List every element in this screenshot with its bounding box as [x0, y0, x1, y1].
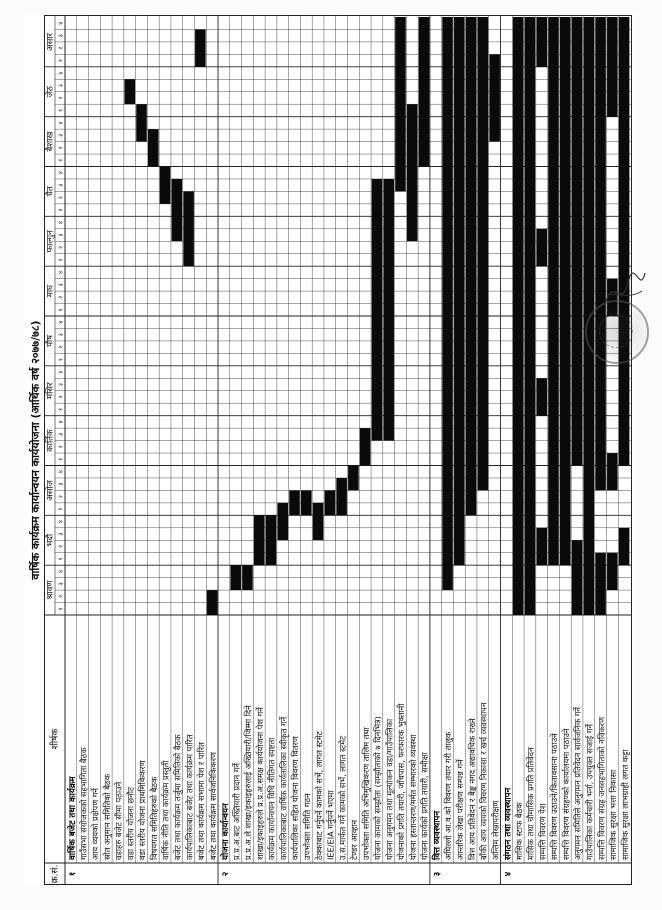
- month-header: बैशाख: [45, 131, 56, 152]
- month-header: जेठ: [45, 86, 56, 98]
- week-header: १: [57, 507, 65, 511]
- schedule-grid: [44, 15, 632, 885]
- schedule-bar: [548, 17, 559, 565]
- week-header: २: [57, 445, 65, 449]
- week-header: ४: [57, 71, 65, 75]
- activity-label: कार्यपालिकाबाट वार्षिक कार्यतालिका स्वीकृत गर्ने: [278, 716, 289, 860]
- week-header: ३: [57, 34, 65, 38]
- schedule-bar: [572, 540, 583, 615]
- week-header: २: [57, 96, 65, 100]
- week-header: १: [57, 457, 65, 461]
- schedule-bar: [607, 553, 618, 590]
- month-header: कार्तिक: [45, 429, 56, 452]
- schedule-bar: [595, 17, 606, 490]
- activity-label: वडाहरु बजेट सीमा पठाउने: [113, 781, 124, 860]
- activity-label: प्र.प्र.अ.ले शाखा/इकाइहरुलाई अख्तियारी/जिम्मा दिने: [243, 705, 254, 860]
- schedule-bar: [289, 490, 300, 515]
- activity-label: योजना हस्तान्तरण/मर्मत सम्भारको व्यवस्था: [407, 734, 418, 860]
- schedule-bar: [536, 229, 547, 266]
- activity-label: अघिल्लो आ.व.को विवरण तयार गरी तालुक: [443, 731, 454, 860]
- activity-label: प्र.प्र.अ.बाट अख्तियारी प्रदान गर्ने: [231, 763, 242, 860]
- schedule-bar: [325, 490, 336, 515]
- activity-label: वडा स्तरीय योजना छनौट: [125, 786, 136, 860]
- schedule-bar: [277, 503, 288, 540]
- activity-label: योजना कामको सम्झौता (सम्झौताको ७ दिनभित्र): [372, 716, 383, 860]
- week-header: ३: [57, 183, 65, 187]
- activity-label: आन्तरिक लेखा परीक्षण सम्पन्न गर्ने: [455, 759, 466, 860]
- week-header: २: [57, 146, 65, 150]
- schedule-bar: [395, 17, 406, 191]
- schedule-bar: [478, 17, 489, 490]
- activity-label: मासिक तथा चौमासिक प्रगति प्रतिवेदन: [525, 747, 536, 860]
- week-header: २: [57, 495, 65, 499]
- week-header: २: [57, 295, 65, 299]
- activity-label: मासिक स्टाफ बैठक: [513, 802, 524, 860]
- week-header: २: [57, 196, 65, 200]
- week-header: ४: [57, 370, 65, 374]
- month-header: मंसिर: [45, 382, 56, 400]
- activity-label: सम्पत्ति विवरण पेश: [537, 803, 548, 860]
- week-header: ४: [57, 121, 65, 125]
- activity-label: विषयगत समितिहरुको बैठक: [148, 776, 159, 860]
- section-number: ३: [432, 871, 443, 877]
- month-header: माघ: [45, 284, 56, 298]
- week-header: ४: [57, 569, 65, 573]
- week-header: ३: [57, 482, 65, 486]
- action-plan-sheet: [24, 15, 636, 885]
- week-header: १: [57, 258, 65, 262]
- activity-label: ठेक्काबाट गर्नुपर्ने कामको सर्भे, लागत स्टमेट: [313, 731, 324, 860]
- section-title: संगठन तथा व्यवस्थापन: [503, 787, 514, 860]
- activity-label: अनुगमन समितिले अनुगमन प्रतिवेदन सार्वजनिक गर्ने: [572, 707, 583, 860]
- activity-label: कार्यपालिका सहित योजना विवरण वितरण: [290, 736, 301, 860]
- week-header: ३: [57, 432, 65, 436]
- schedule-table: [44, 15, 632, 885]
- week-header: ४: [57, 270, 65, 274]
- schedule-bar: [254, 515, 265, 565]
- schedule-bar: [607, 453, 618, 490]
- schedule-bar: [595, 553, 606, 615]
- activity-label: उपभोक्ता समिति अभिमुखिकरण तालिम तथा: [360, 727, 371, 860]
- schedule-bar: [513, 17, 524, 615]
- activity-label: बजेट तथा कार्यक्रम सभामा पेश र पारित: [196, 742, 207, 860]
- schedule-bar: [419, 17, 430, 167]
- week-header: १: [57, 158, 65, 162]
- activity-label: सामाजिक सुरक्षा भत्ता निकासा: [608, 769, 619, 860]
- week-header: १: [57, 607, 65, 611]
- month-header: असार: [45, 32, 56, 51]
- week-header: १: [57, 59, 65, 63]
- schedule-bar: [266, 515, 277, 565]
- schedule-bar: [525, 17, 536, 615]
- week-header: १: [57, 358, 65, 362]
- section-number: २: [220, 871, 231, 877]
- activity-label: वार्षिक नीति तथा कार्यक्रम प्रस्तुती: [160, 760, 171, 860]
- week-header: ३: [57, 133, 65, 137]
- month-header: असोज: [45, 480, 56, 501]
- schedule-bar: [619, 17, 630, 466]
- week-header: ४: [57, 520, 65, 524]
- schedule-bar: [360, 428, 371, 465]
- schedule-bar: [466, 17, 477, 515]
- week-header: १: [57, 557, 65, 561]
- schedule-bar: [489, 54, 500, 141]
- activity-label: बजेट तथा कार्यक्रम सार्वजनिकिकरण: [207, 752, 218, 860]
- schedule-bar: [536, 378, 547, 415]
- week-header: २: [57, 544, 65, 549]
- schedule-bar: [136, 104, 147, 141]
- week-header: १: [57, 407, 65, 411]
- schedule-bar: [148, 129, 159, 166]
- schedule-bar: [442, 17, 453, 590]
- week-header: ३: [57, 382, 65, 387]
- schedule-bar: [160, 167, 171, 204]
- week-header: ४: [57, 470, 65, 474]
- activity-label: IEE/EIA गर्नुपर्ने भएमा: [325, 790, 336, 860]
- activity-label: टेण्डर आव्हान: [349, 819, 360, 860]
- activity-label: सम्पत्ति विवरण उठाउने/कितावसाना पठाउने: [549, 733, 560, 860]
- week-header: १: [57, 208, 65, 212]
- section-title: योजना कार्यान्वयन: [220, 803, 231, 860]
- month-header: फाल्गुन: [45, 230, 56, 253]
- week-header: २: [57, 395, 65, 399]
- activity-label: सामाजिक सुरक्षा लाभग्राही लगत कट्टा: [619, 749, 630, 860]
- schedule-bar: [207, 590, 218, 615]
- month-header: चैत: [45, 186, 56, 197]
- activity-label: उपभोक्ता समिति गठन: [301, 793, 312, 860]
- week-header: २: [57, 594, 65, 598]
- week-header: ३: [57, 83, 65, 88]
- week-header: ३: [57, 582, 65, 586]
- section-number: १: [67, 871, 78, 877]
- activity-label: स्रोत अनुमान समितिको बैठक: [101, 773, 112, 860]
- schedule-bar: [195, 29, 206, 66]
- schedule-bar: [124, 79, 135, 104]
- week-header: ३: [57, 333, 65, 337]
- schedule-bar: [242, 565, 253, 590]
- activity-label: योजनाको प्रगति तयारी, जाँचपास, फरफारक भुक्तानी: [396, 703, 407, 860]
- activity-label: कार्यपालिकाबाट बजेट तथा कार्यक्रम पारित: [184, 734, 195, 860]
- schedule-bar: [336, 478, 347, 515]
- month-header: पौष: [45, 334, 56, 347]
- week-header: २: [57, 345, 65, 349]
- activity-label: शाखा/इकाइहरुले प्र.प्र.अ.समक्ष कार्ययोजना पेश गर्ने: [254, 707, 265, 860]
- week-header: ४: [57, 171, 65, 175]
- schedule-bar: [607, 17, 618, 117]
- activity-label: कार्यक्रम कार्यान्वयन विधि नीतिगत स्पष्टता: [266, 737, 277, 860]
- month-header: श्रावण: [45, 580, 56, 600]
- week-header: ४: [57, 221, 65, 225]
- week-header: १: [57, 108, 65, 112]
- activity-label: गाउँपालिका कर्मचारी भर्ना, उपयुक्त सजाई गर्ने: [584, 724, 595, 860]
- page-title: वार्षिक कार्यक्रम कार्यान्वयन कार्ययोजना (आर्थिक वर्ष २०७७/७८): [29, 320, 42, 580]
- schedule-bar: [536, 528, 547, 565]
- schedule-bar: [536, 17, 547, 67]
- month-header: भदौ: [45, 533, 56, 547]
- stamp-emblem: [599, 314, 633, 348]
- sn-header: क्र.सं.: [50, 864, 61, 884]
- section-title: वार्षिक बजेट तथा कार्यक्रम: [67, 776, 78, 860]
- activity-label: वित्त आय प्रतिवेदन र बैङ्क नगद अद्यावधिक राख्ने: [466, 718, 477, 860]
- schedule-bar: [348, 466, 359, 491]
- schedule-bar: [454, 17, 465, 565]
- schedule-bar: [383, 179, 394, 441]
- topic-header: शीर्षक: [50, 728, 61, 750]
- schedule-bar: [560, 17, 571, 565]
- activity-label: उ.स.मार्फत गर्ने कामको सर्भे, लागत स्टमेट: [337, 735, 348, 860]
- week-header: ४: [57, 21, 65, 25]
- schedule-bar: [172, 179, 183, 241]
- section-number: ४: [503, 871, 514, 877]
- week-header: ३: [57, 532, 65, 536]
- week-header: ४: [57, 320, 65, 324]
- activity-label: गाउँसभा संयोजकको सहभागिता बैठक: [78, 747, 89, 860]
- activity-label: योजना अनुगमन तथा मूल्यांकन वडा/गाउँपालिका: [384, 718, 395, 860]
- activity-label: बाँकी आय व्ययको विवरण निकासा र खर्च व्यवस्थापन: [478, 702, 489, 860]
- week-header: २: [57, 46, 65, 50]
- week-header: २: [57, 245, 65, 250]
- activity-label: आय व्ययको प्रक्षेपण गर्ने: [90, 788, 101, 860]
- section-title: वित्त व्यवस्थापन: [432, 810, 443, 860]
- schedule-bar: [313, 503, 324, 540]
- activity-label: सम्पत्ति विवरण संग्रहण्को कार्यालयमा पठाउने: [560, 728, 571, 860]
- schedule-bar: [407, 104, 418, 241]
- activity-label: बजेट तथा कार्यक्रम तर्जुमा समितिको बैठक: [172, 734, 183, 860]
- activity-label: अन्तिम लेखापरीक्षण: [490, 800, 501, 860]
- schedule-bar: [230, 565, 241, 590]
- activity-label: वडा स्तरीय योजना प्राथमिकिकरण: [137, 760, 148, 860]
- schedule-bar: [619, 528, 630, 565]
- schedule-bar: [372, 179, 383, 441]
- signature: [600, 265, 650, 315]
- week-header: ३: [57, 233, 65, 237]
- schedule-bar: [301, 490, 312, 515]
- week-header: ३: [57, 283, 65, 287]
- activity-label: सम्पत्ति विवरण संग्रह जनसहभागिताको नविकरण: [596, 716, 607, 860]
- schedule-bar: [572, 17, 583, 466]
- week-header: ४: [57, 420, 65, 424]
- schedule-bar: [183, 191, 194, 266]
- activity-label: योजना कार्यको प्रगति तयारी, समीक्षा: [419, 752, 430, 860]
- week-header: १: [57, 308, 65, 312]
